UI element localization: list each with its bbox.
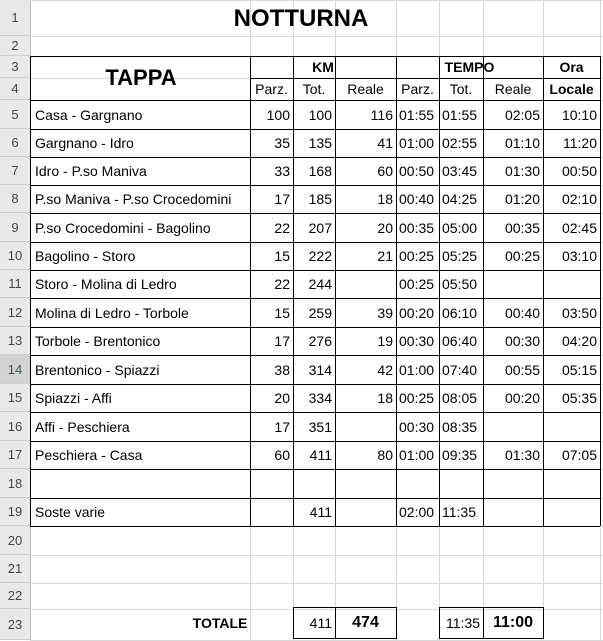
cell-km-tot[interactable]: 100 bbox=[308, 106, 332, 123]
cell-t-reale[interactable]: 00:40 bbox=[504, 304, 540, 321]
row-number[interactable]: 12 bbox=[0, 298, 30, 327]
cell-ora[interactable]: 04:20 bbox=[561, 333, 597, 349]
cell-t-parz[interactable]: 01:00 bbox=[399, 361, 435, 378]
row-number[interactable]: 3 bbox=[0, 56, 30, 78]
row-number[interactable]: 11 bbox=[0, 270, 30, 298]
row-number[interactable]: 7 bbox=[0, 157, 30, 185]
row-number[interactable]: 5 bbox=[0, 100, 30, 129]
row-number[interactable]: 13 bbox=[0, 327, 30, 355]
cell-tappa[interactable] bbox=[32, 469, 250, 498]
cell-km-reale[interactable]: 21 bbox=[377, 248, 393, 264]
cell-km-tot[interactable]: 168 bbox=[308, 163, 332, 179]
cell-t-reale[interactable]: 00:30 bbox=[504, 333, 540, 349]
cell-t-tot[interactable]: 09:35 bbox=[442, 447, 478, 463]
header-tempo-reale[interactable]: Reale bbox=[494, 81, 532, 97]
row-number[interactable]: 21 bbox=[0, 555, 30, 583]
row-number[interactable]: 2 bbox=[0, 36, 30, 56]
cell-t-parz[interactable]: 00:30 bbox=[399, 333, 435, 349]
cell-t-parz[interactable]: 00:40 bbox=[399, 191, 435, 207]
row-number[interactable]: 16 bbox=[0, 412, 30, 441]
cell-km-parz[interactable]: 100 bbox=[266, 106, 290, 123]
header-tempo[interactable]: TEMPO bbox=[444, 59, 495, 75]
cell-ora[interactable]: 03:10 bbox=[561, 248, 597, 264]
cell-t-reale[interactable]: 00:20 bbox=[504, 390, 540, 406]
totale-label[interactable]: TOTALE bbox=[192, 615, 248, 631]
cell-km-reale[interactable]: 20 bbox=[377, 219, 393, 236]
row-number[interactable]: 6 bbox=[0, 129, 30, 157]
cell-t-reale[interactable]: 00:35 bbox=[504, 219, 540, 236]
cell-ora[interactable]: 05:15 bbox=[561, 361, 597, 378]
cell-km-tot[interactable]: 185 bbox=[308, 191, 332, 207]
cell-tappa[interactable]: P.so Maniva - P.so Crocedomini bbox=[35, 191, 232, 207]
cell-t-parz[interactable]: 01:00 bbox=[399, 135, 435, 151]
cell-km-reale[interactable]: 41 bbox=[377, 135, 393, 151]
cell-t-parz[interactable]: 00:25 bbox=[399, 276, 435, 292]
cell-tappa[interactable]: Molina di Ledro - Torbole bbox=[35, 304, 189, 321]
cell-km-parz[interactable]: 60 bbox=[274, 447, 290, 463]
cell-t-reale[interactable]: 00:55 bbox=[504, 361, 540, 378]
cell-t-tot[interactable]: 04:25 bbox=[442, 191, 478, 207]
cell-km-tot[interactable] bbox=[293, 469, 335, 498]
cell-t-tot[interactable]: 01:55 bbox=[442, 106, 478, 123]
cell-km-tot[interactable]: 351 bbox=[308, 418, 332, 435]
cell-km-tot[interactable]: 411 bbox=[309, 447, 332, 463]
cell-ora[interactable] bbox=[543, 498, 600, 526]
cell-t-reale[interactable]: 01:20 bbox=[504, 191, 540, 207]
cell-t-tot[interactable]: 08:05 bbox=[442, 390, 478, 406]
cell-tappa[interactable]: Brentonico - Spiazzi bbox=[35, 361, 160, 378]
row-number[interactable]: 4 bbox=[0, 78, 30, 100]
cell-km-reale[interactable]: 60 bbox=[377, 163, 393, 179]
cell-ora[interactable]: 02:10 bbox=[561, 191, 597, 207]
cell-t-tot[interactable]: 06:40 bbox=[442, 333, 478, 349]
cell-km-tot[interactable]: 222 bbox=[308, 248, 332, 264]
cell-t-reale[interactable]: 00:25 bbox=[504, 248, 540, 264]
cell-ora[interactable]: 00:50 bbox=[561, 163, 597, 179]
cell-ora[interactable]: 02:45 bbox=[561, 219, 597, 236]
cell-t-reale[interactable] bbox=[483, 498, 543, 526]
cell-km-reale[interactable]: 116 bbox=[370, 106, 393, 123]
cell-t-reale[interactable] bbox=[483, 469, 543, 498]
row-number[interactable]: 17 bbox=[0, 441, 30, 469]
totale-tempo-tot[interactable]: 11:35 bbox=[446, 615, 480, 631]
cell-t-tot[interactable] bbox=[439, 469, 483, 498]
cell-t-parz[interactable]: 00:20 bbox=[399, 304, 435, 321]
cell-ora[interactable] bbox=[543, 469, 600, 498]
cell-km-parz[interactable]: 22 bbox=[274, 219, 290, 236]
cell-t-tot[interactable]: 08:35 bbox=[442, 418, 478, 435]
row-number[interactable]: 8 bbox=[0, 185, 30, 213]
cell-km-parz[interactable]: 22 bbox=[274, 276, 290, 292]
cell-tappa[interactable]: Casa - Gargnano bbox=[35, 106, 143, 123]
cell-t-parz[interactable]: 00:25 bbox=[399, 248, 435, 264]
header-tempo-parz[interactable]: Parz. bbox=[401, 81, 434, 97]
cell-km-parz[interactable]: 17 bbox=[274, 333, 290, 349]
cell-t-tot[interactable]: 05:25 bbox=[442, 248, 478, 264]
cell-t-parz[interactable]: 00:35 bbox=[399, 219, 435, 236]
cell-t-parz[interactable]: 01:00 bbox=[399, 447, 435, 463]
cell-km-reale[interactable]: 19 bbox=[377, 333, 393, 349]
row-number[interactable]: 15 bbox=[0, 384, 30, 412]
cell-km-reale[interactable]: 18 bbox=[377, 191, 393, 207]
cell-tappa[interactable]: Idro - P.so Maniva bbox=[35, 163, 147, 179]
cell-tappa[interactable]: P.so Crocedomini - Bagolino bbox=[35, 219, 211, 236]
cell-km-tot[interactable]: 244 bbox=[308, 276, 332, 292]
cell-km-parz[interactable]: 17 bbox=[274, 418, 290, 435]
cell-t-parz[interactable]: 01:55 bbox=[399, 106, 435, 123]
cell-km-parz[interactable]: 15 bbox=[274, 304, 290, 321]
cell-tappa[interactable]: Soste varie bbox=[35, 504, 106, 520]
totale-km-tot[interactable]: 411 bbox=[309, 615, 332, 631]
cell-t-parz[interactable] bbox=[396, 469, 439, 498]
cell-km-tot[interactable]: 334 bbox=[308, 390, 332, 406]
cell-t-reale[interactable]: 01:30 bbox=[504, 447, 540, 463]
cell-t-parz[interactable]: 02:00 bbox=[399, 504, 435, 520]
cell-tappa[interactable]: Peschiera - Casa bbox=[35, 447, 143, 463]
cell-ora[interactable]: 07:05 bbox=[561, 447, 597, 463]
cell-t-tot[interactable]: 05:00 bbox=[442, 219, 478, 236]
cell-tappa[interactable]: Gargnano - Idro bbox=[35, 135, 134, 151]
cell-km-reale[interactable]: 42 bbox=[377, 361, 393, 378]
cell-km-reale[interactable]: 39 bbox=[377, 304, 393, 321]
cell-t-parz[interactable]: 00:30 bbox=[399, 418, 435, 435]
sheet-title[interactable]: NOTTURNA bbox=[233, 5, 369, 32]
cell-km-tot[interactable]: 259 bbox=[308, 304, 332, 321]
cell-tappa[interactable]: Storo - Molina di Ledro bbox=[35, 276, 177, 292]
cell-km-tot[interactable]: 135 bbox=[308, 135, 332, 151]
cell-km-parz[interactable]: 17 bbox=[274, 191, 290, 207]
cell-t-tot[interactable]: 06:10 bbox=[442, 304, 478, 321]
header-locale[interactable]: Locale bbox=[549, 81, 594, 97]
header-tappa[interactable]: TAPPA bbox=[105, 65, 177, 90]
cell-ora[interactable] bbox=[543, 270, 600, 298]
header-ora[interactable]: Ora bbox=[559, 59, 584, 75]
row-number[interactable]: 9 bbox=[0, 213, 30, 242]
row-number[interactable]: 22 bbox=[0, 583, 30, 609]
cell-ora[interactable]: 05:35 bbox=[561, 390, 597, 406]
cell-tappa[interactable]: Spiazzi - Affi bbox=[35, 390, 112, 406]
cell-t-tot[interactable]: 07:40 bbox=[442, 361, 478, 378]
cell-km-reale[interactable] bbox=[335, 498, 396, 526]
cell-km-tot[interactable]: 314 bbox=[308, 361, 332, 378]
cell-ora[interactable]: 03:50 bbox=[561, 304, 597, 321]
cell-km-reale[interactable] bbox=[335, 270, 396, 298]
cell-km-parz[interactable] bbox=[250, 498, 293, 526]
totale-km-reale[interactable]: 474 bbox=[352, 614, 379, 631]
header-km[interactable]: KM bbox=[312, 59, 334, 75]
cell-tappa[interactable]: Torbole - Brentonico bbox=[35, 333, 161, 349]
cell-t-reale[interactable]: 01:10 bbox=[504, 135, 540, 151]
cell-t-reale[interactable] bbox=[483, 270, 543, 298]
row-number[interactable]: 18 bbox=[0, 469, 30, 498]
row-number[interactable]: 14 bbox=[0, 355, 30, 384]
cell-km-reale[interactable] bbox=[335, 412, 396, 441]
cell-t-tot[interactable]: 03:45 bbox=[442, 163, 478, 179]
cell-km-parz[interactable] bbox=[250, 469, 293, 498]
cell-km-tot[interactable]: 276 bbox=[308, 333, 332, 349]
cell-t-tot[interactable]: 02:55 bbox=[442, 135, 478, 151]
header-km-parz[interactable]: Parz. bbox=[255, 81, 288, 97]
cell-km-parz[interactable]: 35 bbox=[274, 135, 290, 151]
cell-km-reale[interactable]: 80 bbox=[377, 447, 393, 463]
cell-t-reale[interactable]: 02:05 bbox=[504, 106, 540, 123]
cell-t-tot[interactable]: 11:35 bbox=[442, 504, 476, 520]
cell-ora[interactable] bbox=[543, 412, 600, 441]
cell-km-reale[interactable]: 18 bbox=[377, 390, 393, 406]
cell-km-tot[interactable]: 411 bbox=[309, 504, 332, 520]
header-tempo-tot[interactable]: Tot. bbox=[449, 81, 473, 97]
cell-km-tot[interactable]: 207 bbox=[308, 219, 332, 236]
cell-km-reale[interactable] bbox=[335, 469, 396, 498]
totale-tempo-reale[interactable]: 11:00 bbox=[492, 614, 534, 631]
cell-km-parz[interactable]: 15 bbox=[274, 248, 290, 264]
cell-ora[interactable]: 10:10 bbox=[561, 106, 597, 123]
header-km-reale[interactable]: Reale bbox=[347, 81, 384, 97]
cell-tappa[interactable]: Bagolino - Storo bbox=[35, 248, 136, 264]
row-number[interactable]: 19 bbox=[0, 498, 30, 526]
row-number[interactable]: 20 bbox=[0, 526, 30, 555]
cell-km-parz[interactable]: 33 bbox=[274, 163, 290, 179]
cell-km-parz[interactable]: 38 bbox=[274, 361, 290, 378]
row-number[interactable]: 10 bbox=[0, 242, 30, 270]
cell-ora[interactable]: 11:20 bbox=[563, 135, 597, 151]
cell-t-parz[interactable]: 00:50 bbox=[399, 163, 435, 179]
cell-t-parz[interactable]: 00:25 bbox=[399, 390, 435, 406]
cell-t-reale[interactable]: 01:30 bbox=[504, 163, 540, 179]
row-number[interactable]: 1 bbox=[0, 0, 30, 36]
cell-t-tot[interactable]: 05:50 bbox=[442, 276, 478, 292]
row-number[interactable]: 23 bbox=[0, 609, 30, 640]
cell-t-reale[interactable] bbox=[483, 412, 543, 441]
cell-km-parz[interactable]: 20 bbox=[274, 390, 290, 406]
header-km-tot[interactable]: Tot. bbox=[302, 81, 326, 97]
cell-tappa[interactable]: Affi - Peschiera bbox=[35, 418, 130, 435]
